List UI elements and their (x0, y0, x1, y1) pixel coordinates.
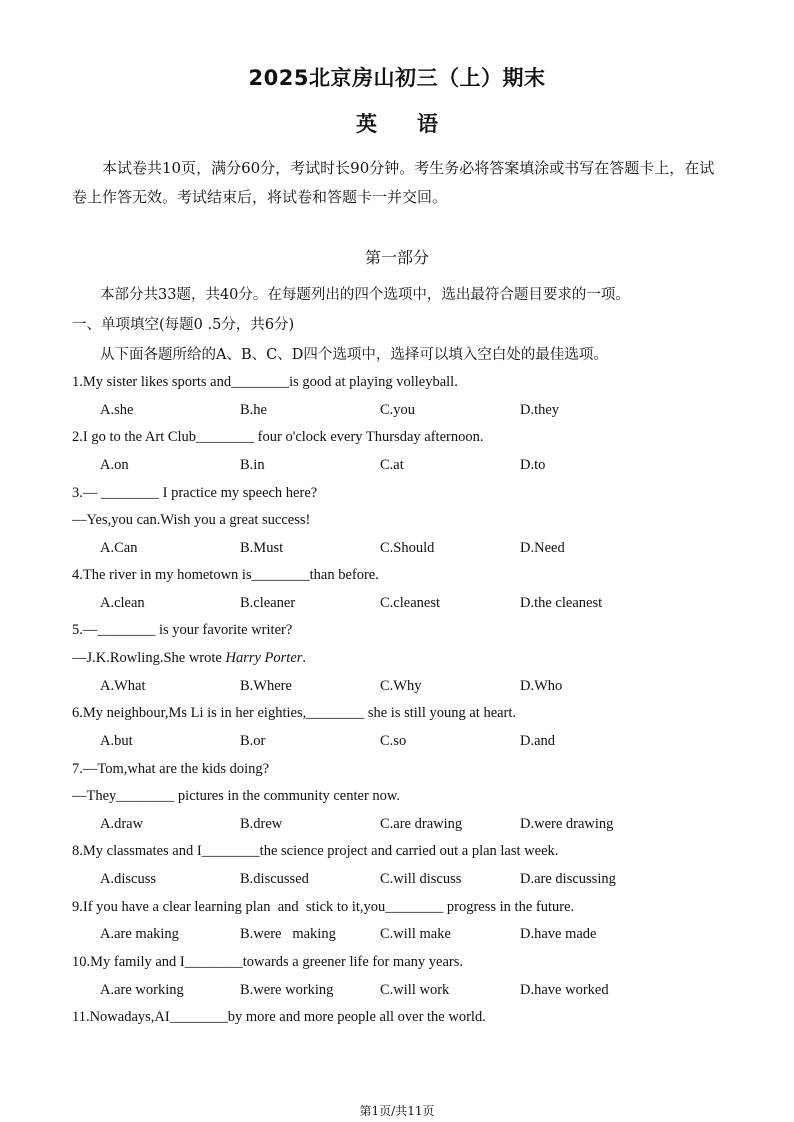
option-a: A.on (100, 457, 129, 473)
option-b: B.Must (240, 540, 284, 556)
option-c: C.will work (380, 982, 450, 998)
question-reply (72, 650, 306, 667)
subject-title: 英语 (356, 112, 478, 136)
option-c: C.cleanest (380, 595, 440, 611)
page-number: 第1页/共11页 (359, 1104, 435, 1118)
option-a: A.are working (100, 982, 184, 998)
option-c: C.so (380, 733, 407, 749)
question-stem: 10.My family and I________towards a greener life for many years. (72, 954, 463, 970)
exam-instructions: 本试卷共10页，满分60分，考试时长90分钟。考生务必将答案填涂或书写在答题卡上，在试卷上作答无效。考试结束后，将试卷和答题卡一并交回。 (72, 159, 715, 206)
option-d: D.to (520, 457, 546, 473)
option-c: C.are drawing (380, 816, 463, 832)
option-c: C.will discuss (380, 871, 462, 887)
option-a: A.but (100, 733, 133, 749)
option-a: A.she (100, 402, 134, 418)
option-a: A.clean (100, 595, 145, 611)
question-stem: 2.I go to the Art Club________ four o'clock every Thursday afternoon. (72, 429, 484, 445)
section-title: 一、单项填空(每题0 .5分，共6分) (72, 317, 295, 333)
option-a: A.Can (100, 540, 138, 556)
option-d: D.are discussing (520, 871, 616, 887)
option-c: C.you (380, 402, 416, 418)
option-d: D.they (520, 402, 560, 418)
part-description: 本部分共33题，共40分。在每题列出的四个选项中，选出最符合题目要求的一项。 (100, 287, 630, 303)
question-reply: —Yes,you can.Wish you a great success! (72, 512, 311, 528)
option-c: C.Should (380, 540, 435, 556)
option-d: D.and (520, 733, 556, 749)
question-reply: —They________ pictures in the community center now. (72, 788, 401, 804)
book-title: Harry Porter (225, 650, 303, 666)
option-b: B.Where (240, 678, 292, 694)
option-d: D.have worked (520, 982, 609, 998)
option-b: B.were working (240, 982, 334, 998)
option-d: D.Who (520, 678, 563, 694)
option-b: B.or (240, 733, 266, 749)
question-stem: 5.—________ is your favorite writer? (72, 622, 293, 638)
question-stem: 7.—Tom,what are the kids doing? (72, 761, 270, 777)
option-b: B.were making (240, 926, 336, 942)
option-b: B.in (240, 457, 265, 473)
question-stem: 6.My neighbour,Ms Li is in her eighties,________ she is still young at heart. (72, 705, 517, 721)
question-stem: 9.If you have a clear learning plan and stick to it,you________ progress in the future. (72, 899, 575, 915)
option-d: D.the cleanest (520, 595, 603, 611)
option-c: C.Why (380, 678, 422, 694)
question-stem: 8.My classmates and I________the science project and carried out a plan last week. (72, 843, 559, 859)
option-a: A.draw (100, 816, 144, 832)
part-one-heading: 第一部分 (364, 248, 429, 267)
option-d: D.have made (520, 926, 597, 942)
question-stem: 3.— ________ I practice my speech here? (72, 485, 318, 501)
option-c: C.at (380, 457, 404, 473)
exam-title: 2025北京房山初三（上）期末 (248, 66, 546, 90)
reply-end: . (302, 650, 307, 666)
option-b: B.discussed (240, 871, 309, 887)
option-c: C.will make (380, 926, 451, 942)
option-d: D.Need (520, 540, 565, 556)
option-b: B.cleaner (240, 595, 296, 611)
question-stem: 4.The river in my hometown is________than before. (72, 567, 379, 583)
section-instruction: 从下面各题所给的A、B、C、D四个选项中，选择可以填入空白处的最佳选项。 (100, 347, 608, 363)
question-stem: 1.My sister likes sports and________is good at playing volleyball. (72, 374, 458, 390)
option-a: A.discuss (100, 871, 156, 887)
option-d: D.were drawing (520, 816, 614, 832)
reply-text: —J.K.Rowling.She wrote (72, 650, 226, 666)
option-a: A.are making (100, 926, 179, 942)
option-b: B.he (240, 402, 267, 418)
option-a: A.What (100, 678, 146, 694)
option-b: B.drew (240, 816, 283, 832)
question-stem: 11.Nowadays,AI________by more and more people all over the world. (72, 1009, 486, 1025)
